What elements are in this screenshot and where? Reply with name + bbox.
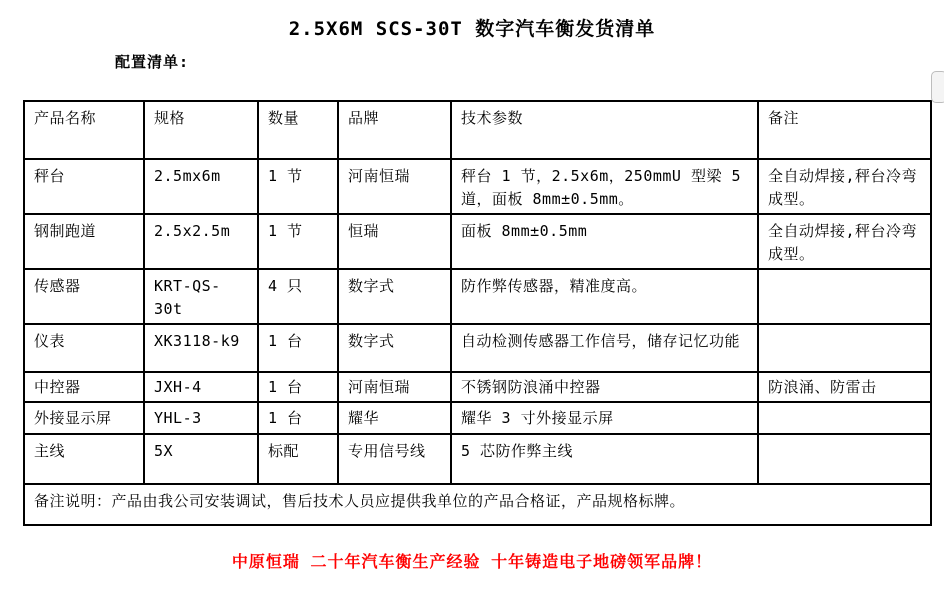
cell-product-name: 外接显示屏 <box>24 402 144 434</box>
table-row <box>24 402 931 434</box>
cell-brand: 数字式 <box>338 269 451 324</box>
cell-params: 秤台 1 节，2.5x6m，250mmU 型梁 5 道，面板 8mm±0.5mm。 <box>451 159 758 214</box>
header-params: 技术参数 <box>451 101 758 159</box>
shipping-list-table <box>23 100 932 526</box>
cell-qty: 1 节 <box>258 159 338 214</box>
table-footer-row <box>24 484 931 525</box>
cell-params: 5 芯防作弊主线 <box>451 434 758 484</box>
config-list-label: 配置清单: <box>115 53 190 71</box>
header-qty: 数量 <box>258 101 338 159</box>
cell-qty: 1 台 <box>258 402 338 434</box>
table-row <box>24 372 931 402</box>
footer-note: 备注说明：产品由我公司安装调试，售后技术人员应提供我单位的产品合格证，产品规格标牌。 <box>24 484 931 525</box>
cell-spec: JXH-4 <box>144 372 258 402</box>
header-spec: 规格 <box>144 101 258 159</box>
page-title: 2.5X6M SCS-30T 数字汽车衡发货清单 <box>288 18 656 40</box>
cell-note: 全自动焊接,秤台冷弯成型。 <box>758 159 931 214</box>
cell-qty: 1 节 <box>258 214 338 269</box>
cell-brand: 耀华 <box>338 402 451 434</box>
cell-params: 耀华 3 寸外接显示屏 <box>451 402 758 434</box>
table-header-row <box>24 101 931 159</box>
cell-product-name: 钢制跑道 <box>24 214 144 269</box>
cell-qty: 标配 <box>258 434 338 484</box>
table-row <box>24 434 931 484</box>
cell-spec: 5X <box>144 434 258 484</box>
cell-note: 防浪涌、防雷击 <box>758 372 931 402</box>
cell-params: 不锈钢防浪涌中控器 <box>451 372 758 402</box>
cell-brand: 河南恒瑞 <box>338 372 451 402</box>
header-brand: 品牌 <box>338 101 451 159</box>
cell-spec: YHL-3 <box>144 402 258 434</box>
cell-spec: XK3118-k9 <box>144 324 258 372</box>
cell-brand: 恒瑞 <box>338 214 451 269</box>
cell-product-name: 中控器 <box>24 372 144 402</box>
cell-note <box>758 434 931 484</box>
header-product-name: 产品名称 <box>24 101 144 159</box>
table-row <box>24 324 931 372</box>
cell-product-name: 秤台 <box>24 159 144 214</box>
brand-slogan: 中原恒瑞 二十年汽车衡生产经验 十年铸造电子地磅领军品牌！ <box>231 552 713 571</box>
cell-brand: 河南恒瑞 <box>338 159 451 214</box>
cell-brand: 专用信号线 <box>338 434 451 484</box>
cell-spec: KRT-QS-30t <box>144 269 258 324</box>
table-row <box>24 159 931 214</box>
cell-params: 防作弊传感器，精准度高。 <box>451 269 758 324</box>
header-note: 备注 <box>758 101 931 159</box>
cell-brand: 数字式 <box>338 324 451 372</box>
cell-spec: 2.5mx6m <box>144 159 258 214</box>
cell-note <box>758 324 931 372</box>
cell-qty: 1 台 <box>258 372 338 402</box>
cell-product-name: 主线 <box>24 434 144 484</box>
cell-note <box>758 269 931 324</box>
cell-product-name: 传感器 <box>24 269 144 324</box>
table-row <box>24 214 931 269</box>
cell-params: 面板 8mm±0.5mm <box>451 214 758 269</box>
cell-spec: 2.5x2.5m <box>144 214 258 269</box>
table-row <box>24 269 931 324</box>
cell-note: 全自动焊接,秤台冷弯成型。 <box>758 214 931 269</box>
cell-note <box>758 402 931 434</box>
cell-qty: 4 只 <box>258 269 338 324</box>
scrollbar-thumb[interactable] <box>931 71 944 103</box>
cell-params: 自动检测传感器工作信号，储存记忆功能 <box>451 324 758 372</box>
cell-product-name: 仪表 <box>24 324 144 372</box>
cell-qty: 1 台 <box>258 324 338 372</box>
